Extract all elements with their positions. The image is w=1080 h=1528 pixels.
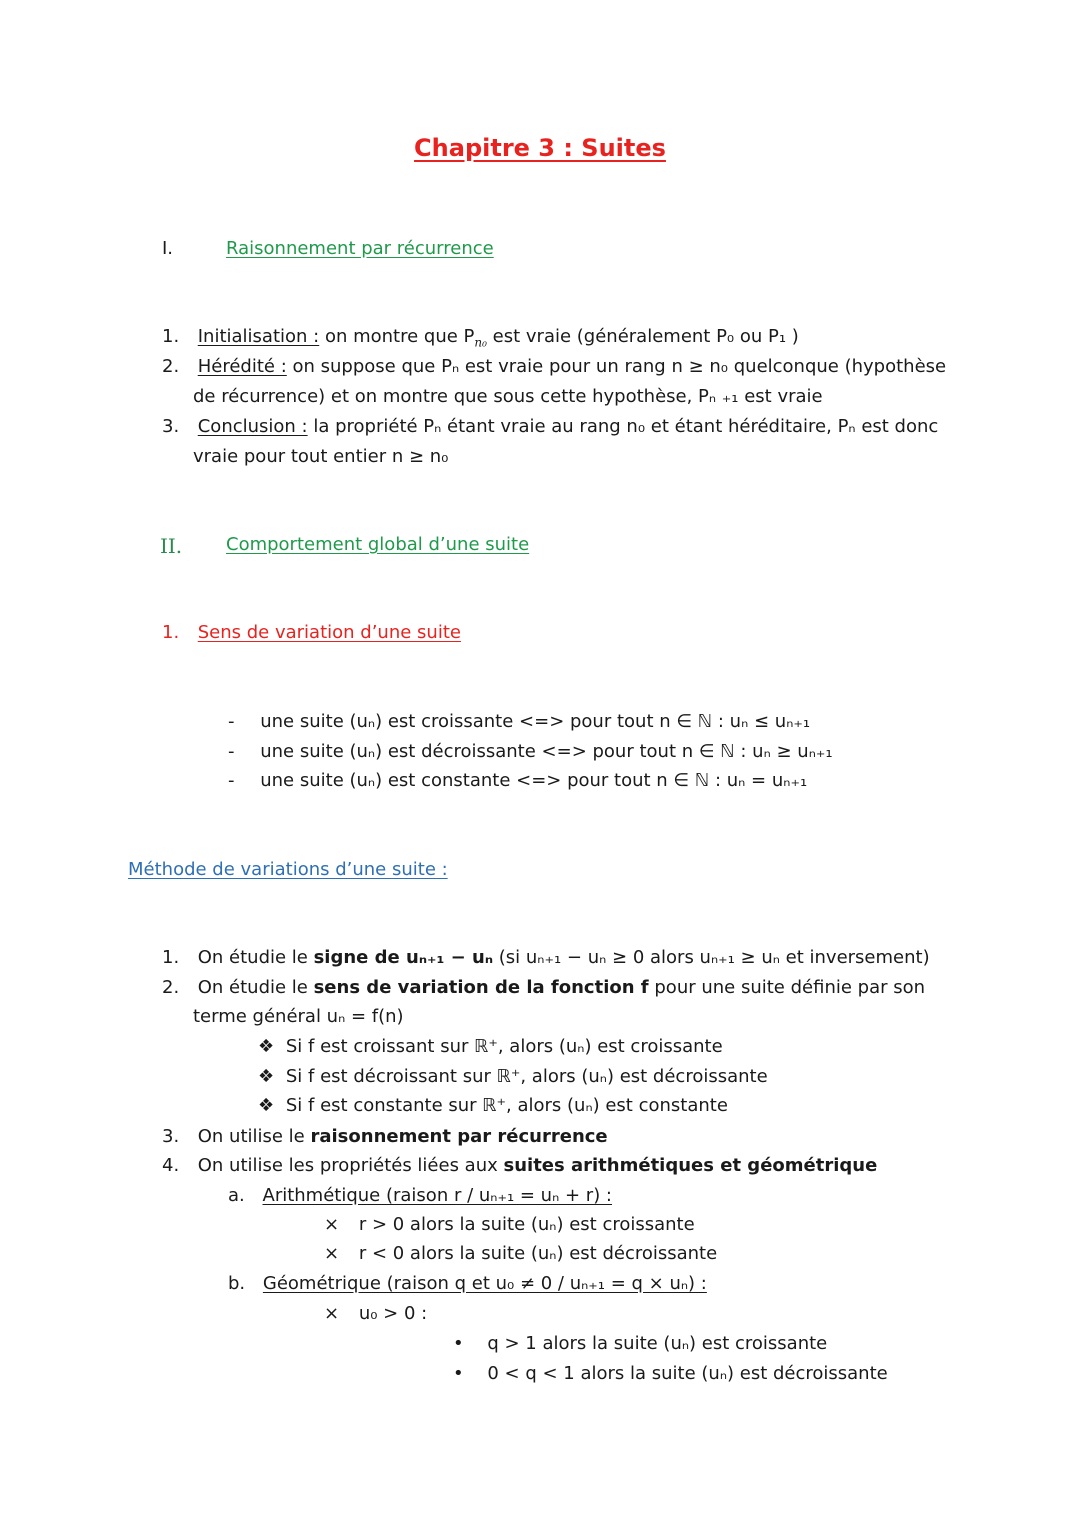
geometric-sub-2: • 0 < q < 1 alors la suite (uₙ) est décroissante — [453, 1363, 888, 1384]
section-1-numeral: I. — [162, 238, 174, 259]
recurrence-item-3-line2: vraie pour tout entier n ≥ n₀ — [193, 446, 449, 467]
arithmetic-heading: a. Arithmétique (raison r / uₙ₊₁ = uₙ + r) : — [228, 1185, 612, 1206]
function-bullet-3: ❖ Si f est constante sur ℝ⁺, alors (uₙ) est constante — [258, 1095, 728, 1116]
method-step-1: 1. On étudie le signe de uₙ₊₁ − uₙ (si uₙ₊₁ − uₙ ≥ 0 alors uₙ₊₁ ≥ uₙ et inversement) — [162, 947, 930, 968]
arithmetic-item-1: × r > 0 alors la suite (uₙ) est croissante — [324, 1214, 695, 1235]
variation-def-3: - une suite (uₙ) est constante <=> pour tout n ∈ ℕ : uₙ = uₙ₊₁ — [228, 770, 808, 791]
recurrence-item-2-line2: de récurrence) et on montre que sous cette hypothèse, Pₙ ₊₁ est vraie — [193, 386, 823, 407]
function-bullet-1: ❖ Si f est croissant sur ℝ⁺, alors (uₙ) est croissante — [258, 1036, 723, 1057]
geometric-heading: b. Géométrique (raison q et u₀ ≠ 0 / uₙ₊₁ = q × uₙ) : — [228, 1273, 707, 1294]
recurrence-item-3: 3. Conclusion : la propriété Pₙ étant vraie au rang n₀ et étant héréditaire, Pₙ est donc — [162, 416, 939, 437]
variation-def-2: - une suite (uₙ) est décroissante <=> pour tout n ∈ ℕ : uₙ ≥ uₙ₊₁ — [228, 741, 833, 762]
recurrence-item-1: 1. Initialisation : on montre que $P_{n_0}$ est vraie (généralement P₀ ou P₁ ) — [162, 326, 799, 350]
method-step-2-line2: terme général uₙ = f(n) — [193, 1006, 404, 1027]
recurrence-item-2: 2. Hérédité : on suppose que Pₙ est vraie pour un rang n ≥ n₀ quelconque (hypothèse — [162, 356, 947, 377]
geometric-item-1: × u₀ > 0 : — [324, 1303, 428, 1324]
method-step-4: 4. On utilise les propriétés liées aux suites arithmétiques et géométrique — [162, 1155, 878, 1176]
method-heading: Méthode de variations d’une suite : — [128, 859, 448, 880]
method-step-2: 2. On étudie le sens de variation de la fonction f pour une suite définie par son — [162, 977, 926, 998]
function-bullet-2: ❖ Si f est décroissant sur ℝ⁺, alors (uₙ) est décroissante — [258, 1066, 768, 1087]
geometric-sub-1: • q > 1 alors la suite (uₙ) est croissante — [453, 1333, 828, 1354]
subsection-1: 1. Sens de variation d’une suite — [162, 622, 461, 643]
section-2-heading: Comportement global d’une suite — [226, 534, 530, 555]
section-2-numeral: II. — [160, 534, 183, 558]
arithmetic-item-2: × r < 0 alors la suite (uₙ) est décroissante — [324, 1243, 718, 1264]
section-1-heading: Raisonnement par récurrence — [226, 238, 494, 259]
variation-def-1: - une suite (uₙ) est croissante <=> pour tout n ∈ ℕ : uₙ ≤ uₙ₊₁ — [228, 711, 811, 732]
method-step-3: 3. On utilise le raisonnement par récurrence — [162, 1126, 608, 1147]
page-title: Chapitre 3 : Suites — [414, 134, 666, 162]
